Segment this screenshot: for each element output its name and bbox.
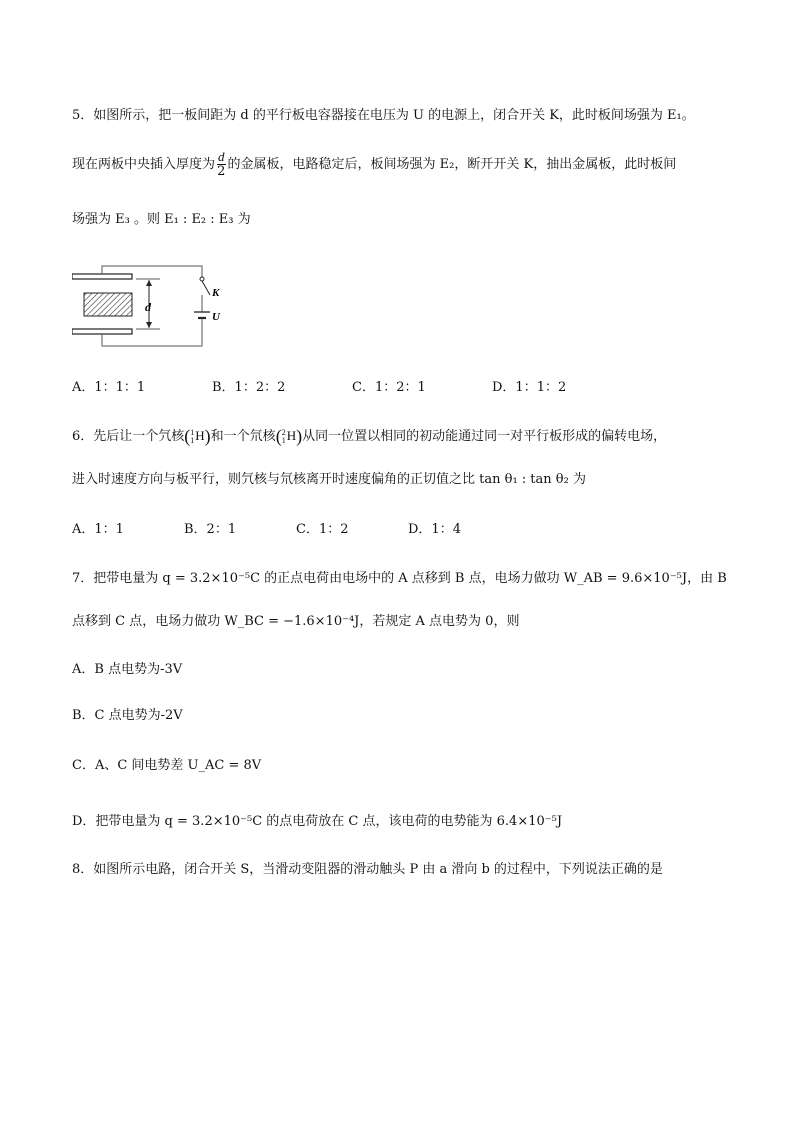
deuterium-nucleus: ( 2 1 H) <box>275 426 303 446</box>
q5-line-2-pre: 现在两板中央插入厚度为 <box>72 157 216 172</box>
q5-line-3: 场强为 E₃ 。则 E₁ : E₂ : E₃ 为 <box>72 212 251 227</box>
label-K: K <box>212 287 220 299</box>
q6-line-1-pre: 6．先后让一个氕核 <box>72 429 185 444</box>
q7-option-a: A．B 点电势为-3V <box>72 662 183 677</box>
q6-option-a: A．1：1 <box>72 522 124 537</box>
q6-option-c: C．1：2 <box>296 522 349 537</box>
q6-line-1-post: 从同一位置以相同的初动能通过同一对平行板形成的偏转电场， <box>302 429 667 444</box>
capacitor-circuit-diagram <box>72 262 222 357</box>
protium-atomic-number: 1 <box>190 436 195 446</box>
metal-slab <box>84 293 132 316</box>
deuterium-mass-number: 2 <box>281 428 286 438</box>
fraction-denominator: 2 <box>217 164 226 179</box>
q5-line-2 <box>72 150 676 179</box>
q6-option-d: D．1：4 <box>408 522 461 537</box>
switch-blade <box>202 281 210 295</box>
protium-symbol: H <box>195 428 205 443</box>
q7-line-2: 点移到 C 点，电场力做功 W_BC = −1.6×10⁻⁴J，若规定 A 点电势为 0，则 <box>72 614 520 629</box>
q6-line-1-mid: 和一个氘核 <box>210 429 276 444</box>
q6-option-b: B．2：1 <box>184 522 237 537</box>
protium-mass-number: 1 <box>190 428 195 438</box>
q6-line-2: 进入时速度方向与板平行，则氕核与氘核离开时速度偏角的正切值之比 tan θ₁ : tan θ₂ 为 <box>72 472 586 487</box>
label-d: d <box>145 300 151 314</box>
q5-line-1: 5．如图所示，把一板间距为 d 的平行板电容器接在电压为 U 的电源上，闭合开关 K，此时板间场强为 E₁。 <box>72 108 695 123</box>
d-arrow-bottom <box>146 322 152 328</box>
switch-pivot <box>200 277 204 281</box>
label-U: U <box>212 311 220 323</box>
q5-option-a: A．1：1：1 <box>72 380 146 395</box>
q7-option-d: D．把带电量为 q = 3.2×10⁻⁵C 的点电荷放在 C 点，该电荷的电势能为 6.4×10⁻⁵J <box>72 814 563 829</box>
q7-option-b: B．C 点电势为-2V <box>72 708 183 723</box>
deuterium-atomic-number: 1 <box>281 436 286 446</box>
bottom-plate <box>72 329 132 334</box>
q7-option-c: C．A、C 间电势差 U_AC = 8V <box>72 758 262 773</box>
deuterium-symbol: H <box>286 428 297 443</box>
q5-line-2-post: 的金属板，电路稳定后，板间场强为 E₂，断开开关 K，抽出金属板，此时板间 <box>227 157 677 172</box>
q8-line-1: 8．如图所示电路，闭合开关 S，当滑动变阻器的滑动触头 P 由 a 滑向 b 的过程中，下列说法正确的是 <box>72 862 663 877</box>
q5-fraction <box>217 150 226 179</box>
q5-option-d: D．1：1：2 <box>492 380 567 395</box>
q7-line-1: 7．把带电量为 q = 3.2×10⁻⁵C 的正点电荷由电场中的 A 点移到 B 点，电场力做功 W_AB = 9.6×10⁻⁵J，由 B <box>72 571 727 586</box>
d-arrow-top <box>146 280 152 286</box>
q5-option-c: C．1：2：1 <box>352 380 426 395</box>
q6-line-1 <box>72 426 666 447</box>
q5-option-b: B．1：2：2 <box>212 380 286 395</box>
protium-nucleus: ( 1 1 H) <box>184 426 211 446</box>
top-plate <box>72 274 132 279</box>
fraction-numerator: d <box>218 149 225 164</box>
